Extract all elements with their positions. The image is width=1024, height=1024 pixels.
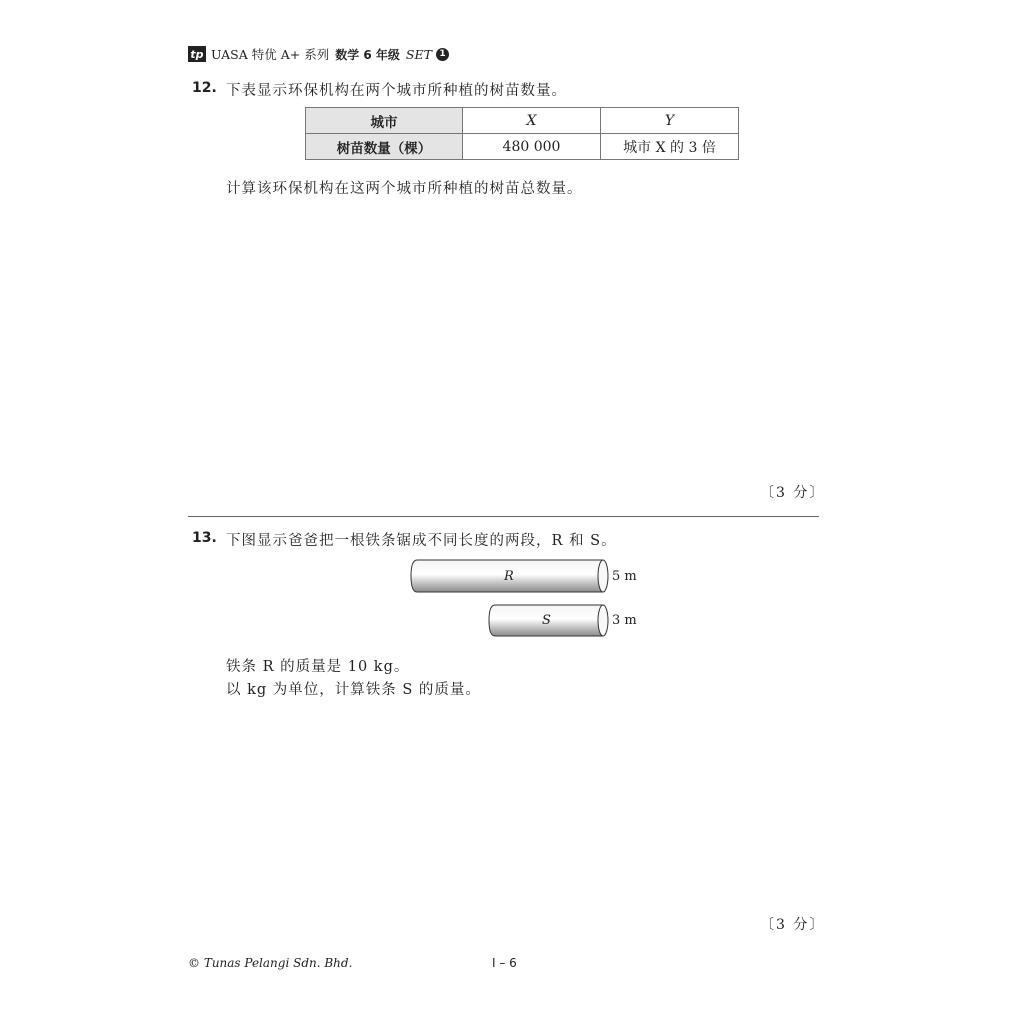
- question-13-prompt: 以 kg 为单位，计算铁条 S 的质量。: [226, 682, 481, 698]
- copyright-notice: © Tunas Pelangi Sdn. Bhd.: [188, 956, 353, 970]
- table-cell-city-x: X: [463, 108, 601, 134]
- question-12-prompt: 计算该环保机构在这两个城市所种植的树苗总数量。: [226, 181, 583, 197]
- publisher-logo: tp: [188, 46, 206, 62]
- rod-s-length: 3 m: [612, 613, 637, 628]
- table-cell-city-y: Y: [601, 108, 739, 134]
- table-row: [306, 134, 739, 160]
- table-header-seedlings: 树苗数量（棵）: [306, 134, 463, 160]
- question-13-text: 下图显示爸爸把一根铁条锯成不同长度的两段，R 和 S。: [226, 533, 617, 549]
- seedling-table: [305, 107, 739, 160]
- iron-rods-diagram: [400, 555, 640, 640]
- rod-r-length: 5 m: [612, 569, 637, 584]
- set-number-badge: 1: [436, 48, 449, 61]
- question-13-marks: 〔3 分〕: [760, 917, 826, 933]
- question-12-number: 12.: [192, 80, 217, 96]
- table-header-city: 城市: [306, 108, 463, 134]
- page-number: I – 6: [492, 956, 517, 970]
- series-title: UASA 特优 A+ 系列: [211, 47, 330, 62]
- rod-s-label: S: [542, 613, 551, 628]
- question-13-number: 13.: [192, 530, 217, 546]
- table-cell-seedlings-x: 480 000: [463, 134, 601, 160]
- page-header: [188, 45, 449, 63]
- subject-title: 数学 6 年级: [335, 47, 400, 62]
- question-13-given: 铁条 R 的质量是 10 kg。: [226, 659, 410, 675]
- question-12-marks: 〔3 分〕: [760, 485, 826, 501]
- question-divider: [188, 516, 819, 517]
- question-12-text: 下表显示环保机构在两个城市所种植的树苗数量。: [226, 83, 567, 99]
- rod-r-label: R: [504, 569, 514, 584]
- table-row: [306, 108, 739, 134]
- set-label: SET: [405, 46, 432, 62]
- table-cell-seedlings-y: 城市 X 的 3 倍: [601, 134, 739, 160]
